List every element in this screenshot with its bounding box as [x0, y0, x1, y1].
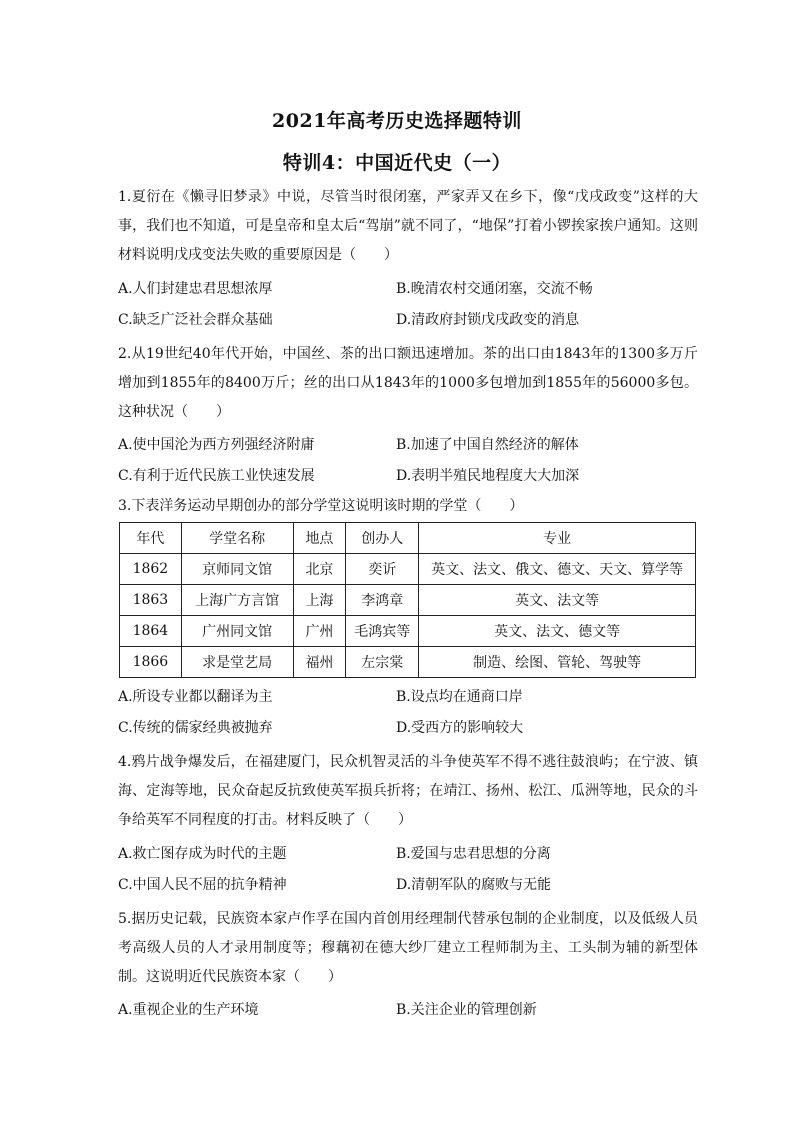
- table-cell: 奕䜣: [346, 554, 419, 585]
- question-4-option-c: C.中国人民不屈的抗争精神: [118, 877, 287, 893]
- question-2-option-b: B.加速了中国自然经济的解体: [396, 437, 579, 453]
- table-row: [120, 647, 696, 678]
- question-5-option-a: A.重视企业的生产环境: [118, 1002, 259, 1018]
- table-row: [120, 585, 696, 616]
- document-subtitle: 特训4：中国近代史（一）: [282, 152, 512, 174]
- table-cell: 广州同文馆: [181, 616, 293, 647]
- table-cell: 左宗棠: [346, 647, 419, 678]
- table-cell: 上海广方言馆: [181, 585, 293, 616]
- table-header-cell: 创办人: [346, 523, 419, 554]
- question-2-option-c: C.有利于近代民族工业快速发展: [118, 468, 315, 484]
- table-header-cell: 地点: [293, 523, 346, 554]
- question-4-option-a: A.救亡图存成为时代的主题: [118, 846, 287, 862]
- question-3-option-a: A.所设专业都以翻译为主: [118, 689, 273, 705]
- table-cell: 福州: [293, 647, 346, 678]
- table-cell: 1866: [120, 647, 182, 678]
- table-header-row: [120, 523, 696, 554]
- table-cell: 1863: [120, 585, 182, 616]
- table-row: [120, 616, 696, 647]
- table-cell: 京师同文馆: [181, 554, 293, 585]
- table-cell: 1864: [120, 616, 182, 647]
- question-2-stem: 2.从19世纪40年代开始，中国丝、茶的出口额迅速增加。茶的出口由1843年的1300多万斤增加到1855年的8400万斤；丝的出口从1843年的1000多包增加到1855年的56000多包。这种状况（ ）: [118, 346, 698, 420]
- question-3-option-b: B.设点均在通商口岸: [396, 689, 523, 705]
- question-5-stem: 5.据历史记载，民族资本家卢作孚在国内首创用经理制代替承包制的企业制度，以及低级人员考高级人员的人才录用制度等；穆藕初在德大纱厂建立工程师制为主、工头制为辅的新型体制。这说明近代民族资本家（ ）: [118, 911, 698, 985]
- question-3-option-d: D.受西方的影响较大: [396, 720, 524, 736]
- question-2-option-a: A.使中国沦为西方列强经济附庸: [118, 437, 315, 453]
- table-cell: 英文、法文、俄文、德文、天文、算学等: [419, 554, 696, 585]
- table-cell: 北京: [293, 554, 346, 585]
- question-3-stem: 3.下表洋务运动早期创办的部分学堂这说明该时期的学堂（ ）: [118, 498, 524, 514]
- question-4-stem: 4.鸦片战争爆发后，在福建厦门，民众机智灵活的斗争使英军不得不逃往鼓浪屿；在宁波、镇海、定海等地，民众奋起反抗致使英军损兵折将；在靖江、扬州、松江、瓜洲等地，民众的斗争给英军不同程度的打击。材料反映了（ ）: [118, 754, 698, 828]
- table-cell: 李鸿章: [346, 585, 419, 616]
- table-header-cell: 学堂名称: [181, 523, 293, 554]
- table-cell: 制造、绘图、管轮、驾驶等: [419, 647, 696, 678]
- document-title: 2021年高考历史选择题特训: [272, 110, 522, 132]
- question-1-option-d: D.清政府封锁戊戌政变的消息: [396, 312, 580, 328]
- table-cell: 英文、法文等: [419, 585, 696, 616]
- question-1-stem: 1.夏衍在《懒寻旧梦录》中说，尽管当时很闭塞，严家弄又在乡下，像“戊戌政变”这样的大事，我们也不知道，可是皇帝和皇太后“驾崩”就不同了，“地保”打着小锣挨家挨户通知。这则材料说明戊戌变法失败的重要原因是（ ）: [118, 189, 698, 263]
- question-1-option-c: C.缺乏广泛社会群众基础: [118, 312, 273, 328]
- table-header-cell: 年代: [120, 523, 182, 554]
- question-1-option-b: B.晚清农村交通闭塞，交流不畅: [396, 281, 593, 297]
- table-cell: 毛鸿宾等: [346, 616, 419, 647]
- schools-table: [119, 522, 696, 678]
- question-2-option-d: D.表明半殖民地程度大大加深: [396, 468, 580, 484]
- table-cell: 1862: [120, 554, 182, 585]
- question-5-option-b: B.关注企业的管理创新: [396, 1002, 537, 1018]
- table-cell: 广州: [293, 616, 346, 647]
- table-row: [120, 554, 696, 585]
- table-cell: 英文、法文、德文等: [419, 616, 696, 647]
- question-1-option-a: A.人们封建忠君思想浓厚: [118, 281, 273, 297]
- question-4-option-b: B.爱国与忠君思想的分离: [396, 846, 551, 862]
- question-3-option-c: C.传统的儒家经典被抛弃: [118, 720, 273, 736]
- question-4-option-d: D.清朝军队的腐败与无能: [396, 877, 552, 893]
- table-cell: 上海: [293, 585, 346, 616]
- table-header-cell: 专业: [419, 523, 696, 554]
- table-cell: 求是堂艺局: [181, 647, 293, 678]
